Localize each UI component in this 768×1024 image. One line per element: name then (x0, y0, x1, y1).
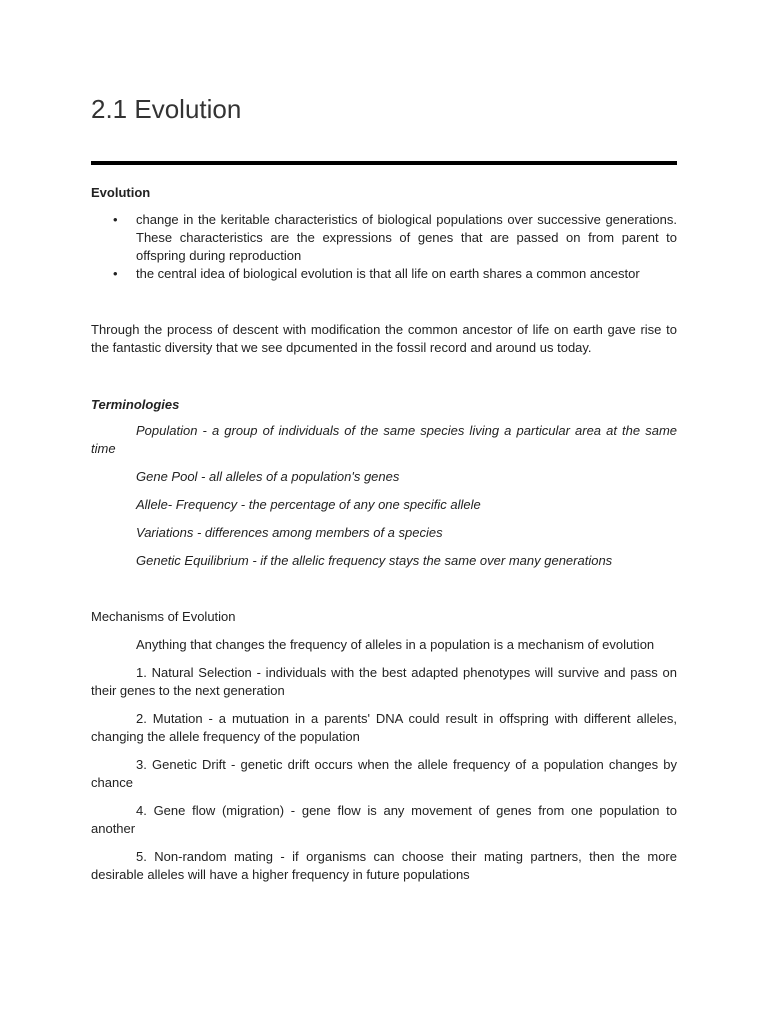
mechanism-item: 2. Mutation - a mutuation in a parents' DNA could result in offspring with different alleles, changing the allele frequency of the population (91, 711, 677, 744)
mechanisms-heading: Mechanisms of Evolution (91, 609, 236, 624)
section-heading-evolution: Evolution (91, 185, 151, 200)
terminologies-heading: Terminologies (91, 397, 180, 412)
bullet-icon: • (113, 266, 118, 281)
document-page (91, 92, 677, 884)
bullet-text: change in the keritable characteristics of biological populations over successive generations. These characteristics are the expressions of genes that are passed on from parent to offspring during reproduction (136, 212, 677, 263)
term-item: Variations - differences among members of a species (136, 525, 443, 540)
title-divider (91, 161, 677, 165)
definition-bullet-list (91, 211, 677, 283)
bullet-text: the central idea of biological evolution is that all life on earth shares a common ancestor (136, 266, 640, 281)
term-item: Genetic Equilibrium - if the allelic frequency stays the same over many generations (136, 553, 613, 568)
term-item: Gene Pool - all alleles of a population's genes (136, 469, 400, 484)
mechanism-item: 1. Natural Selection - individuals with the best adapted phenotypes will survive and pass on their genes to the next generation (91, 665, 677, 698)
bullet-item (91, 265, 677, 283)
mechanisms-intro: Anything that changes the frequency of alleles in a population is a mechanism of evolution (136, 637, 655, 652)
mechanism-item: 3. Genetic Drift - genetic drift occurs when the allele frequency of a population changes by chance (91, 757, 677, 790)
bullet-icon: • (113, 212, 118, 227)
intro-paragraph: Through the process of descent with modification the common ancestor of life on earth gave rise to the fantastic diversity that we see dpcumented in the fossil record and around us today. (91, 322, 677, 355)
mechanism-item: 4. Gene flow (migration) - gene flow is any movement of genes from one population to another (91, 803, 677, 836)
bullet-item (91, 211, 677, 265)
page-title: 2.1 Evolution (91, 94, 242, 124)
mechanism-item: 5. Non-random mating - if organisms can choose their mating partners, then the more desirable alleles will have a higher frequency in future populations (91, 849, 677, 882)
term-item: Allele- Frequency - the percentage of any one specific allele (136, 497, 481, 512)
term-item: Population - a group of individuals of the same species living a particular area at the same time (91, 423, 677, 456)
